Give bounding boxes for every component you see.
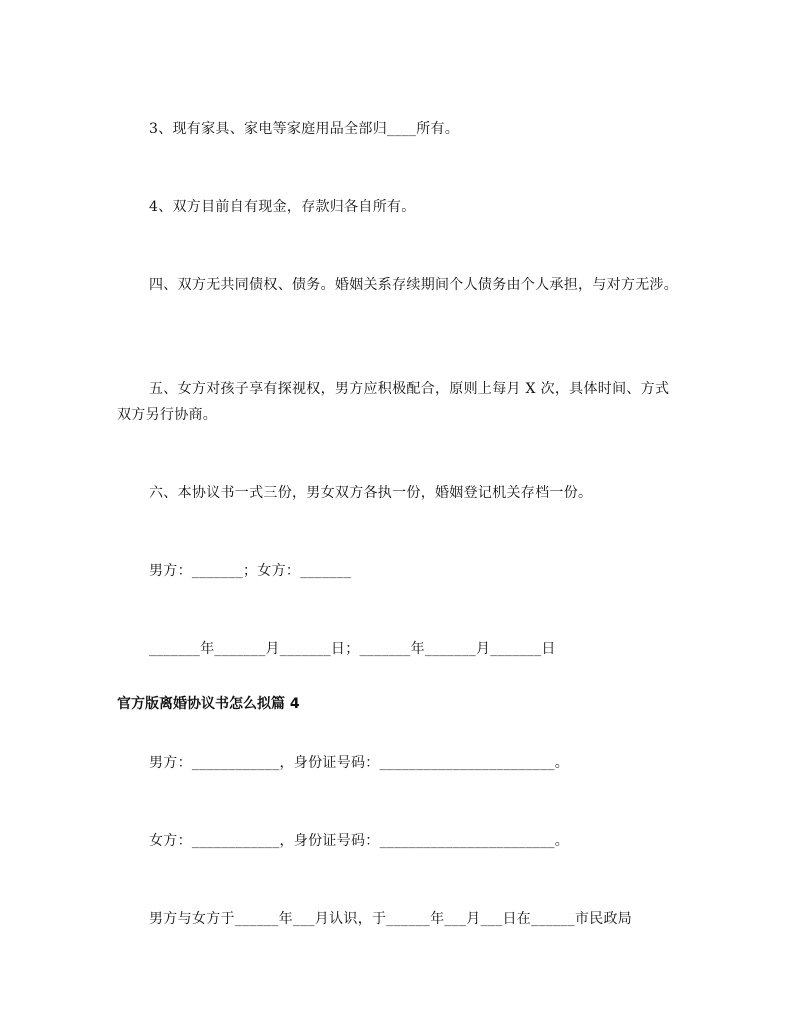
- signature-line: 男方：_______；女方：_______: [149, 563, 352, 579]
- marriage-history-line: 男方与女方于______年___月认识，于______年___月___日在______市民政局: [149, 911, 633, 927]
- female-party-line: 女方：____________，身份证号码：________________________。: [149, 833, 570, 849]
- clause-cash-savings: 4、双方目前自有现金，存款归各自所有。: [149, 199, 416, 215]
- clause-furniture: 3、现有家具、家电等家庭用品全部归____所有。: [149, 121, 460, 137]
- male-party-line: 男方：____________，身份证号码：________________________。: [149, 755, 570, 771]
- clause-visitation: 五、女方对孩子享有探视权，男方应积极配合，原则上每月 X 次，具体时间、方式双方另行协商。: [117, 381, 670, 423]
- date-line: _______年_______月_______日；_______年_______月_______日: [149, 641, 556, 657]
- section-heading: 官方版离婚协议书怎么拟篇 4: [117, 696, 300, 712]
- clause-debts: 四、双方无共同债权、债务。婚姻关系存续期间个人债务由个人承担，与对方无涉。: [149, 277, 679, 293]
- clause-copies: 六、本协议书一式三份，男女双方各执一份，婚姻登记机关存档一份。: [149, 485, 593, 501]
